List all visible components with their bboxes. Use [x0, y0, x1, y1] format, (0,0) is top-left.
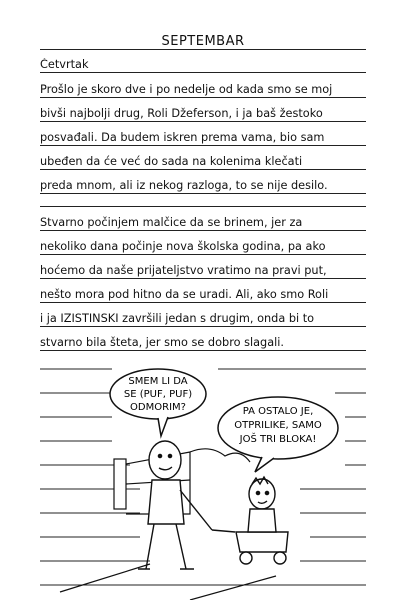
ruled-line	[40, 145, 366, 146]
cartoon-illustration	[40, 364, 370, 600]
text-line: i ja IZISTINSKI završili jedan s drugim, onda bi to	[40, 312, 315, 325]
ruled-line	[40, 350, 366, 351]
ruled-line	[40, 49, 366, 50]
bubble-right-line-1: PA OSTALO JE,	[242, 406, 314, 417]
ruled-line	[40, 254, 366, 255]
ruled-line	[40, 169, 366, 170]
text-line: ubeđen da će već do sada na kolenima klečati	[40, 155, 303, 168]
text-line: nekoliko dana počinje nova školska godina, pa ako	[40, 240, 326, 253]
text-line: posvađali. Da budem iskren prema vama, bio sam	[40, 131, 325, 144]
bubble-right-line-2: OTPRILIKE, SAMO	[234, 420, 322, 431]
text-line: Prošlo je skoro dve i po nedelje od kada smo se moj	[40, 83, 333, 96]
speech-bubble-right	[218, 397, 338, 472]
text-line: preda mnom, ali iz nekog razloga, to se nije desilo.	[40, 179, 328, 192]
text-line: nešto mora pod hitno da se uradi. Ali, ako smo Roli	[40, 288, 329, 301]
ruled-line	[40, 206, 366, 207]
bubble-left-line-3: ODMORIM?	[130, 402, 186, 413]
ruled-line	[40, 72, 366, 73]
text-line: bivši najbolji drug, Roli Džeferson, i ja baš žestoko	[40, 107, 323, 120]
ruled-line	[40, 278, 366, 279]
text-line: hoćemo da naše prijateljstvo vratimo na pravi put,	[40, 264, 327, 277]
stroller-cart	[212, 530, 288, 564]
ruled-line	[40, 326, 366, 327]
ruled-line	[40, 230, 366, 231]
text-line: stvarno bila šteta, jer smo se dobro slagali.	[40, 336, 284, 349]
speech-bubble-left	[110, 369, 206, 436]
walking-boy-figure	[138, 441, 212, 569]
sidewalk-lines	[60, 564, 276, 600]
page-title: SEPTEMBAR	[161, 34, 245, 49]
bubble-left-line-1: SMEM LI DA	[128, 376, 188, 387]
text-line: Stvarno počinjem malčice da se brinem, jer za	[40, 216, 303, 229]
day-heading: Četvrtak	[40, 58, 89, 71]
ruled-line	[40, 193, 366, 194]
ruled-line	[40, 302, 366, 303]
sitting-boy-figure	[248, 477, 276, 532]
ruled-line	[40, 97, 366, 98]
bubble-right-line-3: JOŠ TRI BLOKA!	[239, 434, 317, 445]
ruled-line	[40, 121, 366, 122]
bubble-left-line-2: SE (PUF, PUF)	[123, 389, 193, 400]
